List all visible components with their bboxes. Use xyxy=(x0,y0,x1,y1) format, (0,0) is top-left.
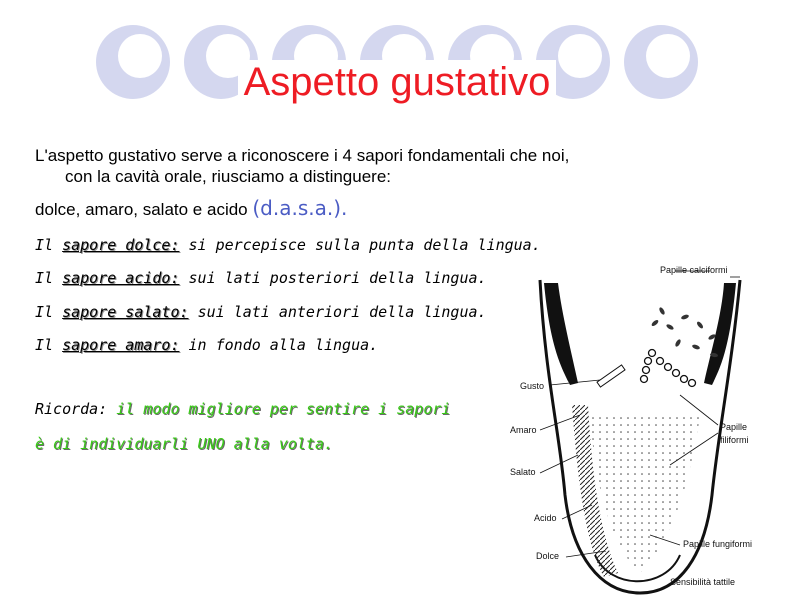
label-dolce: Dolce xyxy=(536,551,560,561)
rule-prefix: Il xyxy=(35,303,54,321)
label-filiformi-2: filiformi xyxy=(720,435,749,445)
rule-keyword: sapore salato: xyxy=(62,303,189,321)
rule-keyword: sapore acido: xyxy=(62,269,180,287)
tastes-line xyxy=(35,196,347,220)
rule-prefix: Il xyxy=(35,236,54,254)
rule-prefix: Il xyxy=(35,269,54,287)
slide-title: Aspetto gustativo xyxy=(0,60,794,105)
note-text-2: è di individuarli UNO alla volta. xyxy=(35,435,334,453)
tastes-text: dolce, amaro, salato e acido xyxy=(35,200,248,219)
calciform-papillae xyxy=(641,350,696,387)
rule-acido xyxy=(35,269,487,287)
rule-text: si percepisce sulla punta della lingua. xyxy=(188,236,541,254)
rule-text: sui lati anteriori della lingua. xyxy=(197,303,487,321)
note-line-2 xyxy=(35,435,333,453)
rule-dolce xyxy=(35,236,541,254)
tastes-acronym: (d.a.s.a.). xyxy=(252,196,348,220)
label-sensibilita: Sensibilità tattile xyxy=(670,577,736,587)
label-salato: Salato xyxy=(510,467,536,477)
label-filiformi-1: Papille xyxy=(720,422,748,432)
rule-salato xyxy=(35,303,487,321)
intro-paragraph xyxy=(35,145,775,187)
note-prefix: Ricorda: xyxy=(35,400,108,418)
note-line-1 xyxy=(35,400,450,418)
rule-keyword: sapore dolce: xyxy=(62,236,180,254)
tongue-diagram xyxy=(500,255,794,595)
label-gusto: Gusto xyxy=(520,381,545,391)
label-fungiformi: Papille fungiformi xyxy=(683,539,753,549)
rule-keyword: sapore amaro: xyxy=(62,336,180,354)
rule-amaro xyxy=(35,336,378,354)
label-calciformi: Papille calciformi xyxy=(660,265,728,275)
label-acido: Acido xyxy=(534,513,557,523)
intro-line-1: L'aspetto gustativo serve a riconoscere i 4 sapori fondamentali che noi, xyxy=(35,146,570,165)
rule-prefix: Il xyxy=(35,336,54,354)
label-amaro: Amaro xyxy=(510,425,537,435)
rule-text: in fondo alla lingua. xyxy=(188,336,379,354)
note-text-1: il modo migliore per sentire i sapori xyxy=(116,400,451,418)
rule-text: sui lati posteriori della lingua. xyxy=(188,269,487,287)
intro-line-2: con la cavità orale, riusciamo a distinguere: xyxy=(65,167,391,186)
